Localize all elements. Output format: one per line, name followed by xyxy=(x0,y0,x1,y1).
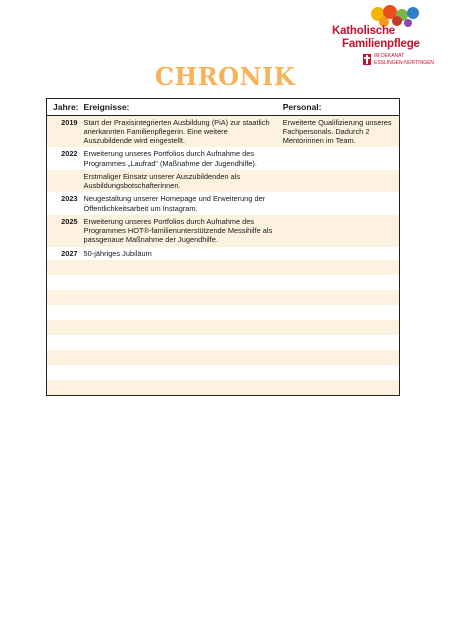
table-row xyxy=(47,115,400,147)
row-year xyxy=(47,170,81,193)
page-title: CHRONIK xyxy=(154,62,296,91)
row-staff: Erweiterte Qualifizierung unseres Fachpersonals. Dadurch 2 Mentorinnen im Team. xyxy=(280,115,400,147)
table-row xyxy=(47,192,400,215)
organization-logo xyxy=(330,4,436,70)
row-events: Erweiterung unseres Portfolios durch Aufnahme des Programmes HOT®-familienunterstützende Messihilfe als passgenaue Maßnahme der Jugendhilfe. xyxy=(81,215,280,247)
table-row xyxy=(47,170,400,193)
empty-table-row xyxy=(47,305,400,320)
empty-table-row xyxy=(47,350,400,365)
empty-table-row xyxy=(47,365,400,380)
logo-line-1: Katholische xyxy=(332,25,395,37)
empty-table-row xyxy=(47,335,400,350)
row-events: 50-jähriges Jubiläum xyxy=(83,248,152,258)
row-events: Neugestaltung unserer Homepage und Erweiterung der Öffentlichkeitsarbeit um Instagram. xyxy=(83,194,266,213)
row-year: 2019 xyxy=(47,115,81,147)
row-staff xyxy=(280,170,400,193)
logo-subline-1: IM DEKANAT xyxy=(374,53,405,59)
empty-table-row xyxy=(47,275,400,290)
table-row xyxy=(47,147,400,170)
row-staff xyxy=(280,147,400,170)
row-year: 2027 xyxy=(61,248,78,258)
empty-table-row xyxy=(47,320,400,335)
row-year: 2025 xyxy=(47,215,81,247)
row-year: 2022 xyxy=(61,149,78,159)
chronicle-table xyxy=(46,98,400,396)
empty-table-row xyxy=(47,380,400,396)
header-year: Jahre: xyxy=(47,99,81,116)
row-staff xyxy=(280,215,400,247)
header-events: Ereignisse: xyxy=(81,99,280,116)
row-staff xyxy=(280,192,400,215)
table-header-row xyxy=(47,99,400,116)
row-events: Start der Praxisintegrierten Ausbildung (PiA) zur staatlich anerkannten Familienpflegerin. Eine weitere Auszubildende wird eingestellt. xyxy=(81,115,280,147)
row-staff xyxy=(280,247,400,260)
empty-table-row xyxy=(47,290,400,305)
table-row xyxy=(47,247,400,260)
logo-subline-2: ESSLINGEN-NÜRTINGEN xyxy=(374,60,434,66)
row-events: Erstmaliger Einsatz unserer Auszubildenden als Ausbildungsbotschafterinnen. xyxy=(81,170,280,193)
table-row xyxy=(47,215,400,247)
empty-table-row xyxy=(47,260,400,275)
logo-line-2: Familienpflege xyxy=(342,38,420,50)
row-year: 2023 xyxy=(61,194,78,204)
row-events: Erweiterung unseres Portfolios durch Aufnahme des Programmes „Laufrad“ (Maßnahme der Jugendhilfe). xyxy=(83,149,257,168)
header-staff: Personal: xyxy=(280,99,400,116)
